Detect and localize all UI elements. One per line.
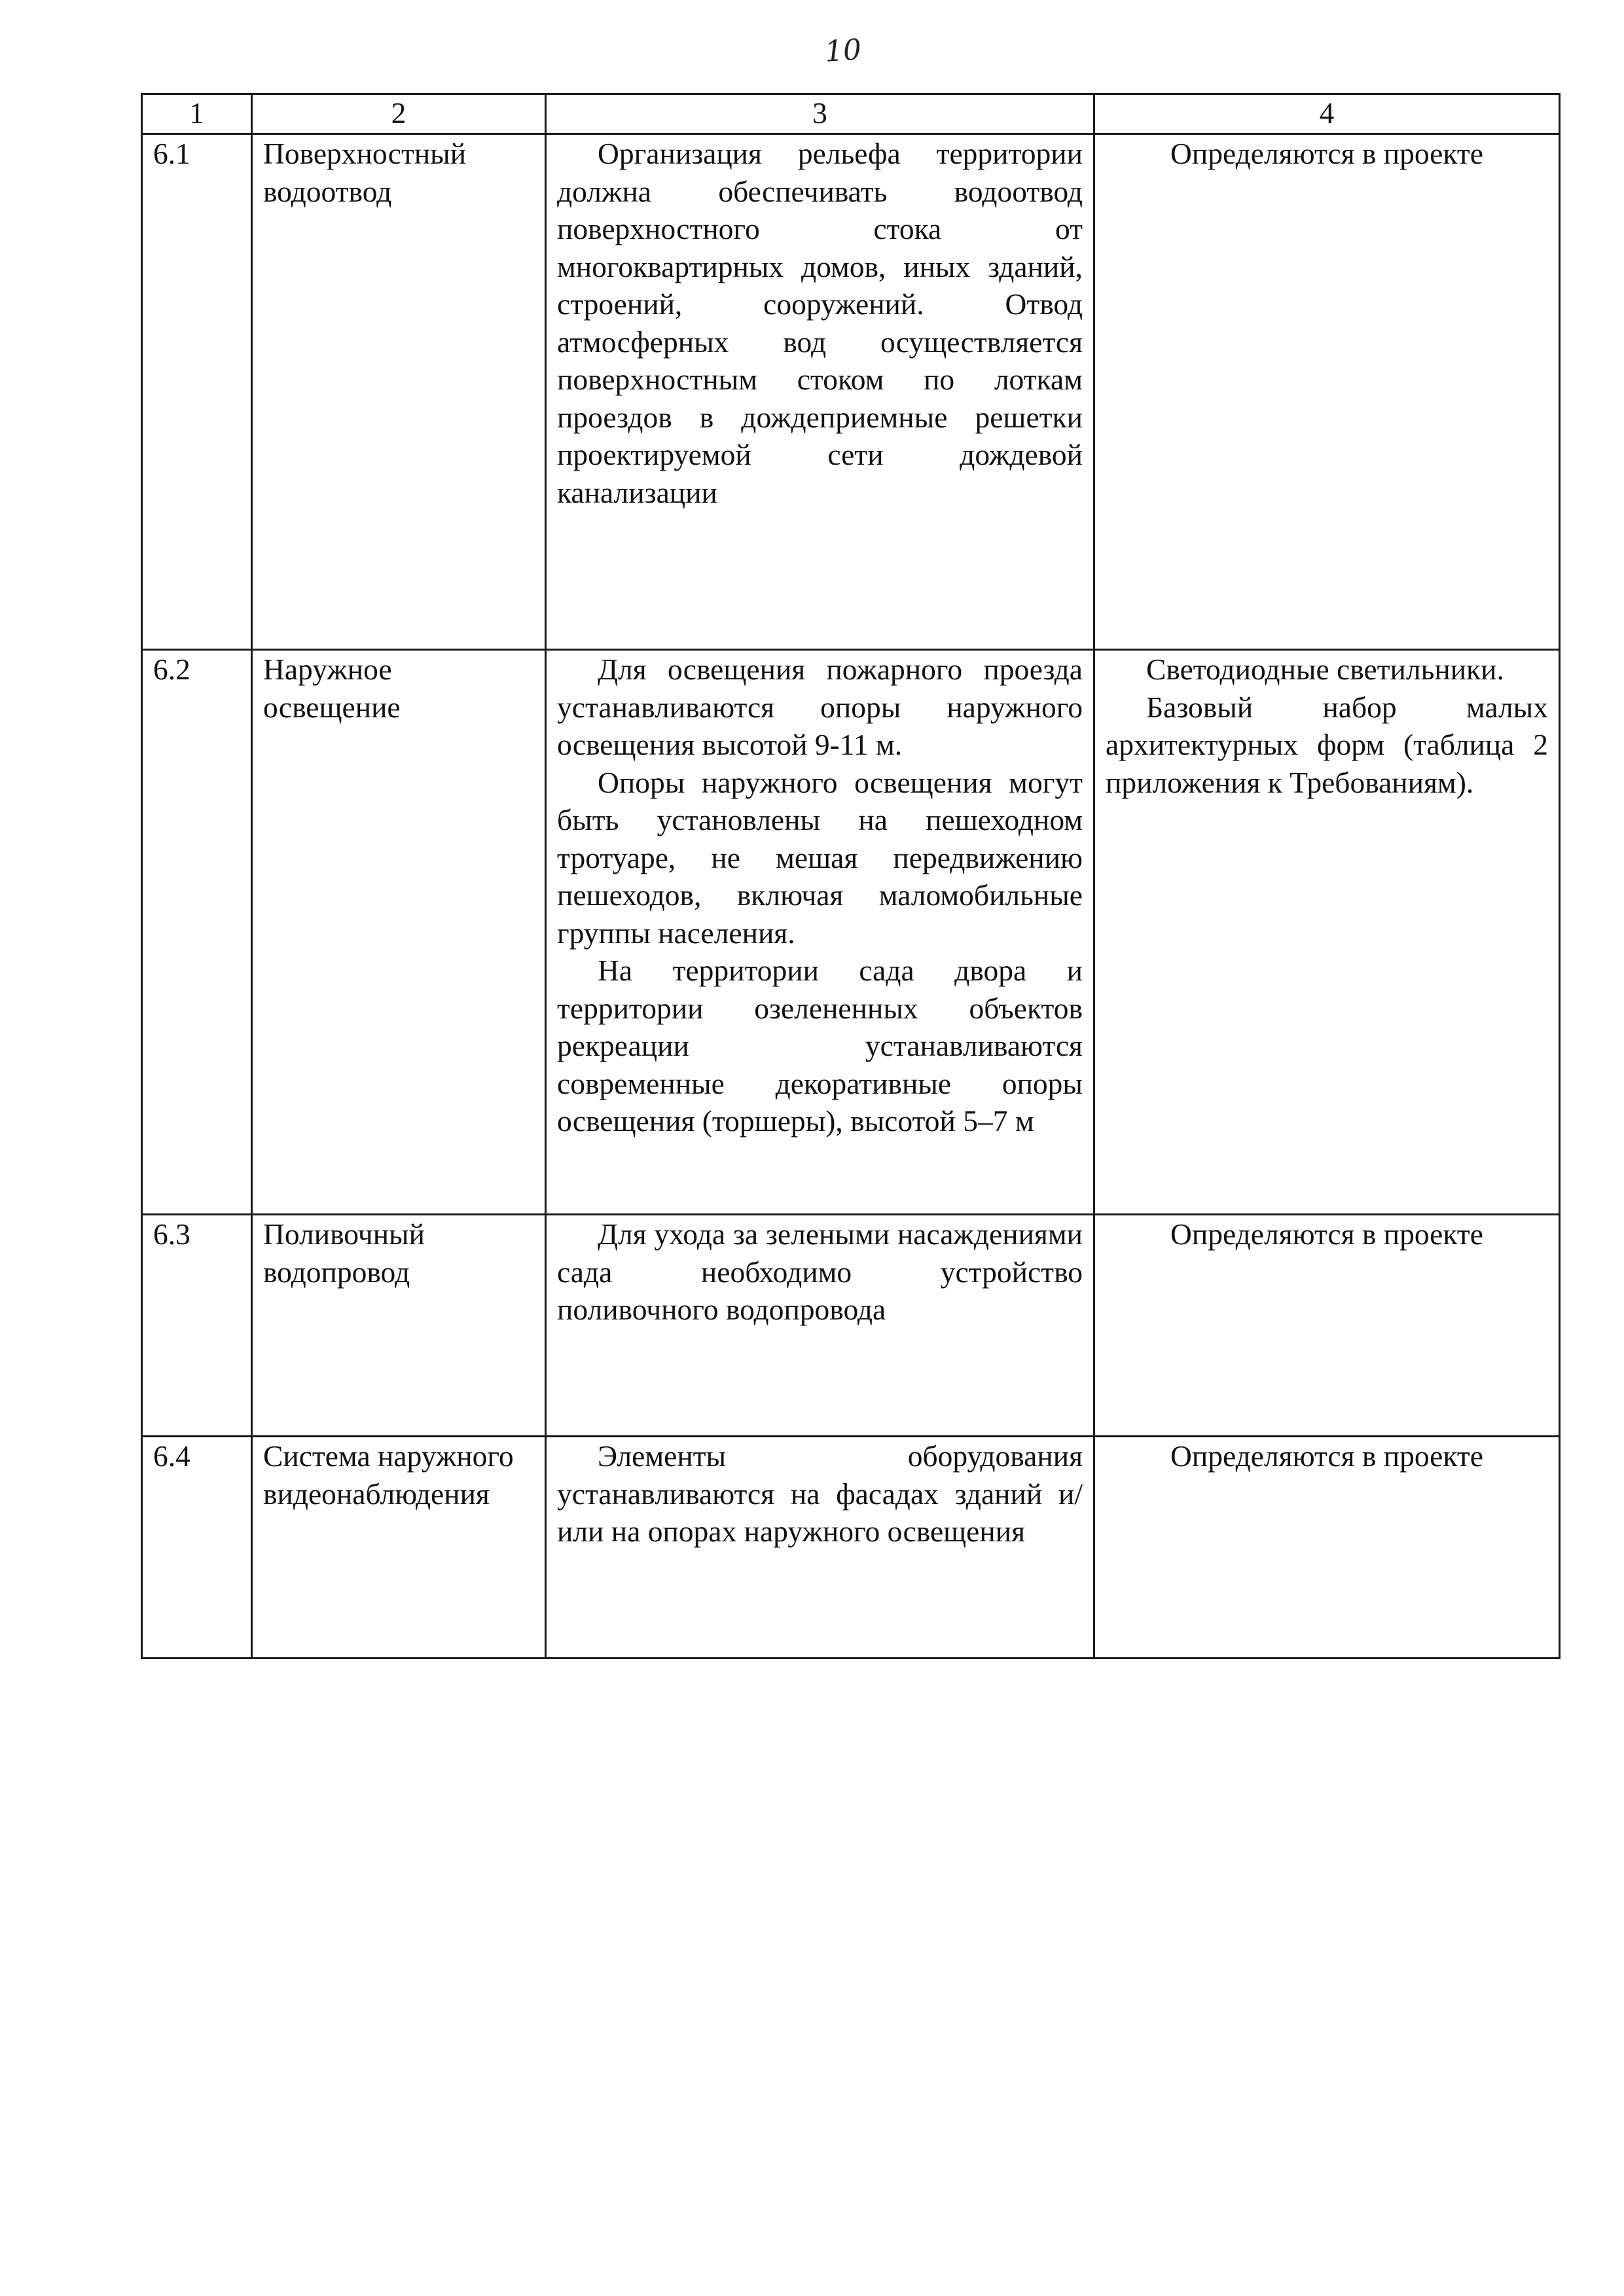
- row-note: Определяются в проекте: [1094, 1215, 1560, 1437]
- row-number: 6.3: [142, 1215, 252, 1437]
- row-description: [546, 1437, 1094, 1659]
- description-paragraph: Для ухода за зелеными насаждениями сада необходимо устройство поливочного водопровода: [557, 1217, 1083, 1326]
- description-paragraph: Элементы оборудования устанавливаются на фасадах зданий и/или на опорах наружного освещения: [557, 1439, 1083, 1548]
- note-paragraph: Светодиодные светильники.: [1146, 653, 1504, 686]
- row-note: [1094, 650, 1560, 1215]
- requirements-table: [141, 93, 1561, 1659]
- description-paragraph: На территории сада двора и территории озелененных объектов рекреации устанавливаются современные декоративные опоры освещения (торшеры), высотой 5–7 м: [557, 954, 1083, 1138]
- table-row: [142, 650, 1560, 1215]
- column-header-3: 3: [546, 94, 1094, 134]
- row-number: 6.1: [142, 134, 252, 650]
- table-row: [142, 1437, 1560, 1659]
- row-note: Определяются в проекте: [1094, 1437, 1560, 1659]
- row-description: [546, 1215, 1094, 1437]
- table-header-row: [142, 94, 1560, 134]
- table-row: [142, 1215, 1560, 1437]
- page-number: 10: [823, 33, 863, 69]
- row-number: 6.2: [142, 650, 252, 1215]
- row-title: Система наружного видеонаблюдения: [252, 1437, 546, 1659]
- column-header-1: 1: [142, 94, 252, 134]
- description-paragraph: Опоры наружного освещения могут быть установлены на пешеходном тротуаре, не мешая передвижению пешеходов, включая маломобильные группы населения.: [557, 765, 1083, 950]
- description-paragraph: Организация рельефа территории должна обеспечивать водоотвод поверхностного стока от многоквартирных домов, иных зданий, строений, сооружений. Отвод атмосферных вод осуществляется поверхностным стоком по лоткам проездов в дождеприемные решетки проектируемой сети дождевой канализации: [557, 137, 1083, 509]
- row-number: 6.4: [142, 1437, 252, 1659]
- row-title: Поливочный водопровод: [252, 1215, 546, 1437]
- row-title: Наружное освещение: [252, 650, 546, 1215]
- description-paragraph: Для освещения пожарного проезда устанавливаются опоры наружного освещения высотой 9-11 м.: [557, 653, 1083, 761]
- row-title: Поверхностный водоотвод: [252, 134, 546, 650]
- row-description: [546, 650, 1094, 1215]
- column-header-4: 4: [1094, 94, 1560, 134]
- column-header-2: 2: [252, 94, 546, 134]
- table-row: [142, 134, 1560, 650]
- note-paragraph: Базовый набор малых архитектурных форм (таблица 2 приложения к Требованиям).: [1106, 690, 1548, 799]
- row-note: Определяются в проекте: [1094, 134, 1560, 650]
- row-description: [546, 134, 1094, 650]
